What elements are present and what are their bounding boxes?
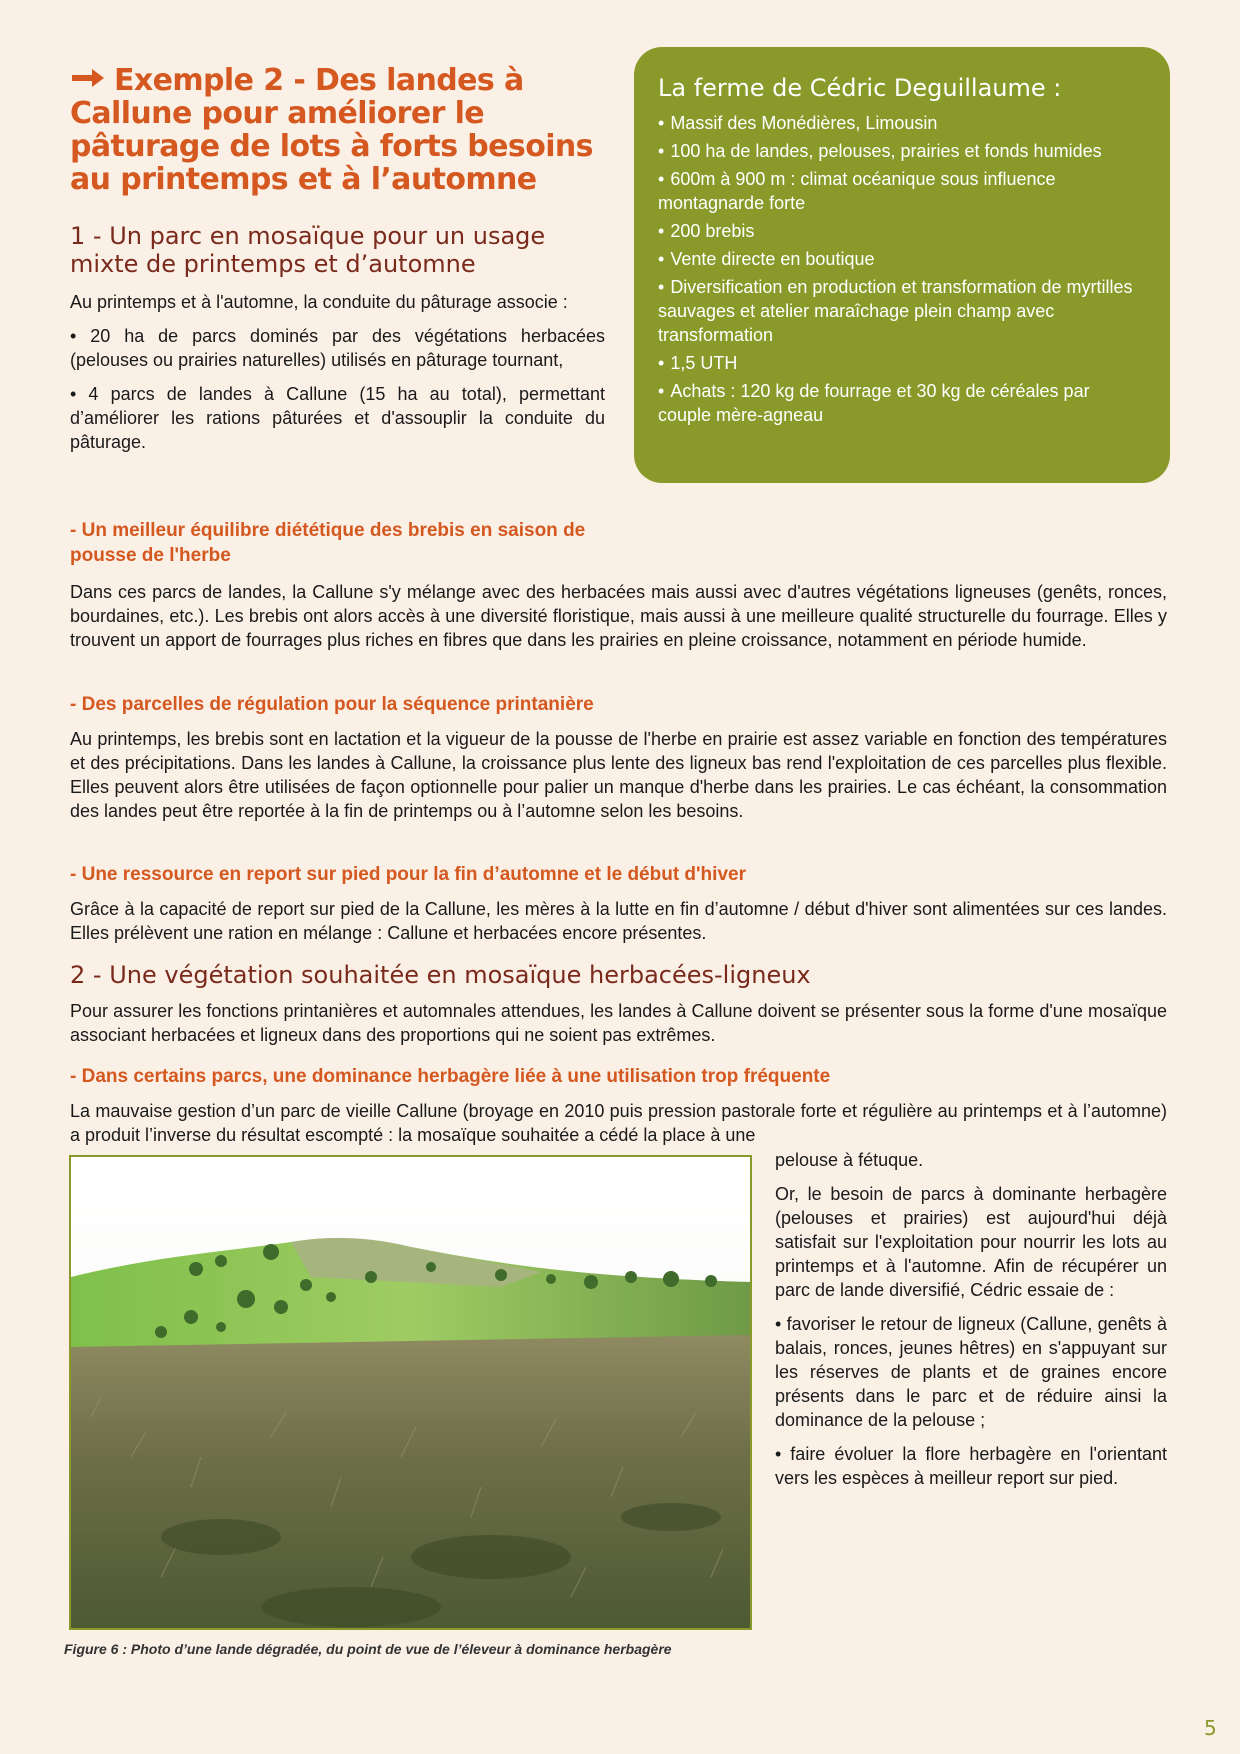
- main-title-text: Exemple 2 - Des landes à Callune pour améliorer le pâturage de lots à forts besoins au printemps et à l’automne: [70, 63, 593, 197]
- farm-info-item: • Vente directe en boutique: [658, 249, 875, 269]
- farm-info-box: [634, 47, 1170, 483]
- sub1-title: - Un meilleur équilibre diététique des brebis en saison de pousse de l'herbe: [70, 520, 586, 566]
- sub4-bullet-1: • favoriser le retour de ligneux (Callune, genêts à balais, ronces, jeunes hêtres) en s'appuyant sur les réserves de plants et de graines encore présents dans le parc et de réduire ainsi la dominance de la pelouse ;: [775, 1314, 1167, 1430]
- page-number: 5: [1204, 1716, 1217, 1740]
- photo-side-text: [775, 1148, 1167, 1490]
- left-column: [70, 64, 605, 454]
- bullet-icon: •: [658, 169, 665, 189]
- section2-heading: 2 - Une végétation souhaitée en mosaïque herbacées-ligneux: [70, 961, 811, 989]
- farm-info-item: • Massif des Monédières, Limousin: [658, 113, 938, 133]
- sub2-title: - Des parcelles de régulation pour la séquence printanière: [70, 694, 594, 715]
- bullet-icon: •: [658, 249, 665, 269]
- farm-info-list: [658, 111, 1142, 427]
- farm-info-item: • 100 ha de landes, pelouses, prairies et fonds humides: [658, 141, 1102, 161]
- sub4-title: - Dans certains parcs, une dominance herbagère liée à une utilisation trop fréquente: [70, 1066, 831, 1087]
- farm-info-title: La ferme de Cédric Deguillaume :: [658, 74, 1062, 102]
- degraded-heath-photo-illustration: [71, 1157, 750, 1628]
- sub4-bullet-2: • faire évoluer la flore herbagère en l'orientant vers les espèces à meilleur report sur pied.: [775, 1444, 1167, 1488]
- sub4-paragraph-2: Or, le besoin de parcs à dominante herbagère (pelouses et prairies) est aujourd'hui déjà satisfait sur l'exploitation pour nourrir les lots au printemps et à l'automne. Afin de récupérer un parc de lande diversifié, Cédric essaie de :: [775, 1184, 1167, 1300]
- arrow-right-icon: [70, 64, 106, 97]
- farm-info-item: • 1,5 UTH: [658, 353, 738, 373]
- sub4-block: [70, 1064, 1167, 1147]
- sub4-text-continued: pelouse à fétuque.: [775, 1150, 924, 1170]
- sub3-text: Grâce à la capacité de report sur pied de la Callune, les mères à la lutte en fin d’automne / début d'hiver sont alimentées sur ces landes. Elles prélèvent une ration en mélange : Callune et herbacées encore présentes.: [70, 899, 1167, 943]
- farm-info-item: • Achats : 120 kg de fourrage et 30 kg de céréales par couple mère-agneau: [658, 381, 1090, 425]
- sub4-text: La mauvaise gestion d’un parc de vieille Callune (broyage en 2010 puis pression pastorale forte et régulière au printemps et à l’automne) a produit l’inverse du résultat escompté : la mosaïque souhaitée a cédé la place à une: [70, 1101, 1167, 1145]
- sub3-title: - Une ressource en report sur pied pour la fin d’automne et le début d'hiver: [70, 864, 746, 885]
- section1-intro: Au printemps et à l'automne, la conduite du pâturage associe :: [70, 292, 568, 312]
- bullet-icon: •: [658, 221, 665, 241]
- farm-info-item: • 600m à 900 m : climat océanique sous influence montagnarde forte: [658, 169, 1056, 213]
- figure-caption: Figure 6 : Photo d’une lande dégradée, du point de vue de l’éleveur à dominance herbagère: [64, 1641, 672, 1657]
- section1-bullet-2: • 4 parcs de landes à Callune (15 ha au total), permettant d’améliorer les rations pâturées et d'assouplir la conduite du pâturage.: [70, 384, 605, 452]
- section1-heading: 1 - Un parc en mosaïque pour un usage mixte de printemps et d’automne: [70, 222, 546, 278]
- bullet-icon: •: [658, 141, 665, 161]
- figure-photo: [69, 1155, 752, 1630]
- bullet-icon: •: [658, 353, 665, 373]
- section1-bullet-1: • 20 ha de parcs dominés par des végétations herbacées (pelouses ou prairies naturelles) utilisés en pâturage tournant,: [70, 326, 605, 370]
- bullet-icon: •: [658, 277, 665, 297]
- sub1-body: [70, 580, 1167, 652]
- section2-block: [70, 961, 1167, 1047]
- sub3-block: [70, 862, 1167, 945]
- section2-text: Pour assurer les fonctions printanières et automnales attendues, les landes à Callune doivent se présenter sous la forme d'une mosaïque associant herbacées et ligneux dans des proportions qui ne soient pas extrêmes.: [70, 1001, 1167, 1045]
- farm-info-item: • 200 brebis: [658, 221, 755, 241]
- sub1-title-block: [70, 518, 605, 568]
- sub2-text: Au printemps, les brebis sont en lactation et la vigueur de la pousse de l'herbe en prairie est assez variable en fonction des températures et des précipitations. Dans les landes à Callune, la croissance plus lente des ligneux bas rend l'exploitation de ces parcelles plus flexible. Elles peuvent alors être utilisées de façon optionnelle pour palier un manque d'herbe dans les prairies. Le cas échéant, la consommation des landes peut être reportée à la fin de printemps ou à l’automne selon les besoins.: [70, 729, 1167, 821]
- bullet-icon: •: [658, 113, 665, 133]
- farm-info-item: • Diversification en production et transformation de myrtilles sauvages et atelier maraîchage plein champ avec transformation: [658, 277, 1133, 345]
- sub2-block: [70, 692, 1167, 823]
- main-title: [70, 64, 605, 196]
- bullet-icon: •: [658, 381, 665, 401]
- sub1-text: Dans ces parcs de landes, la Callune s'y mélange avec des herbacées mais aussi avec d'autres végétations ligneuses (genêts, ronces, bourdaines, etc.). Les brebis ont alors accès à une diversité floristique, mais aussi à une meilleure qualité structurelle du fourrage. Elles y trouvent un apport de fourrages plus riches en fibres que dans les prairies en pleine croissance, notamment en période humide.: [70, 582, 1167, 650]
